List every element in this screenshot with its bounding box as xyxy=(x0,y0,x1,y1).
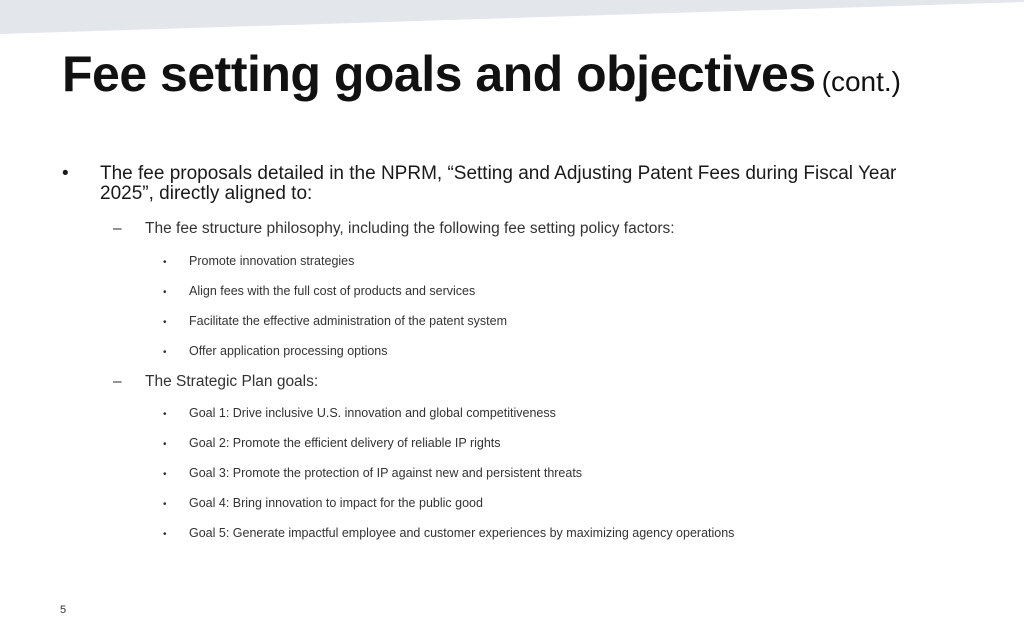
bullet-marker: • xyxy=(163,529,167,540)
dash-marker: – xyxy=(113,220,122,237)
list-item-text: Goal 4: Bring innovation to impact for the public good xyxy=(189,496,483,510)
slide-title xyxy=(62,42,901,114)
intro-text: The fee proposals detailed in the NPRM, “Setting and Adjusting Patent Fees during Fiscal Year 2025”, directly aligned to: xyxy=(100,163,897,204)
list-item xyxy=(163,494,483,514)
list-item xyxy=(163,434,501,454)
header-band-shape xyxy=(0,0,1024,34)
list-item-text: Align fees with the full cost of products and services xyxy=(189,284,476,298)
list-item-text: Goal 5: Generate impactful employee and customer experiences by maximizing agency operations xyxy=(189,526,735,540)
list-item xyxy=(163,312,507,332)
list-item xyxy=(163,404,556,424)
bullet-marker: • xyxy=(163,469,167,480)
list-item xyxy=(163,282,475,302)
list-item-text: Goal 2: Promote the efficient delivery of reliable IP rights xyxy=(189,436,501,450)
intro-bullet xyxy=(62,164,962,204)
list-item-text: Goal 3: Promote the protection of IP against new and persistent threats xyxy=(189,466,583,480)
list-item-text: Promote innovation strategies xyxy=(189,254,355,268)
list-item-text: Offer application processing options xyxy=(189,344,388,358)
bullet-marker: • xyxy=(163,257,167,268)
list-item-text: Facilitate the effective administration of the patent system xyxy=(189,314,507,328)
list-item xyxy=(163,524,734,544)
bullet-marker: • xyxy=(163,439,167,450)
bullet-marker: • xyxy=(163,347,167,358)
header-accent-band xyxy=(0,0,1024,40)
list-item xyxy=(163,252,354,272)
slide-title-text: Fee setting goals and objectives xyxy=(62,46,816,102)
section-heading-text: The Strategic Plan goals: xyxy=(145,373,319,390)
section-heading-text: The fee structure philosophy, including the following fee setting policy factors: xyxy=(145,220,675,237)
bullet-marker: • xyxy=(163,317,167,328)
bullet-marker: • xyxy=(62,163,69,184)
list-item xyxy=(163,342,388,362)
list-item-text: Goal 1: Drive inclusive U.S. innovation and global competitiveness xyxy=(189,406,556,420)
dash-marker: – xyxy=(113,373,122,390)
section-heading-strategic-plan xyxy=(113,372,318,392)
bullet-marker: • xyxy=(163,409,167,420)
bullet-marker: • xyxy=(163,287,167,298)
section-heading-philosophy xyxy=(113,219,675,239)
page-number: 5 xyxy=(60,604,67,616)
list-item xyxy=(163,464,582,484)
slide-title-suffix: (cont.) xyxy=(821,66,902,97)
bullet-marker: • xyxy=(163,499,167,510)
